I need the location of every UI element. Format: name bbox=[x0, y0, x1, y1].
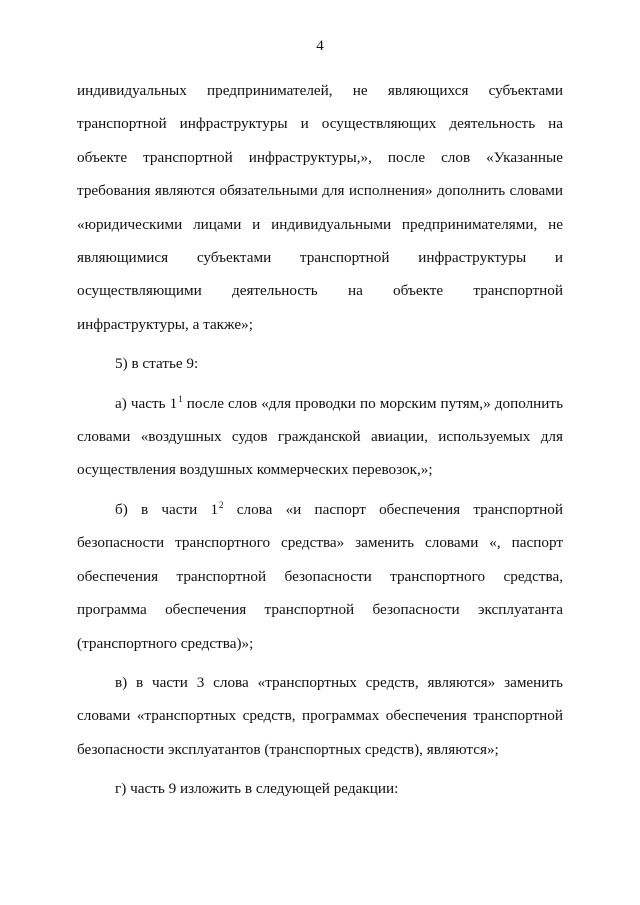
item-a-text: после слов «для проводки по морским путям,» дополнить словами «воздушных судов гражданской авиации, используемых для осуществления воздушных коммерческих перевозок,»; bbox=[77, 394, 564, 479]
item-b-superscript: 2 bbox=[219, 499, 224, 510]
paragraph-article-9: 5) в статье 9: bbox=[115, 355, 199, 373]
document-body bbox=[77, 74, 563, 806]
item-b-lead: б) в части 1 bbox=[115, 500, 219, 518]
paragraph-continuation: индивидуальных предпринимателей, не являющихся субъектами транспортной инфраструктуры и осуществляющих деятельность на объекте транспортной инфраструктуры,», после слов «Указанные требования являются обязательными для исполнения» дополнить словами «юридическими лицами и индивидуальными предпринимателями, не являющимися субъектами транспортной инфраструктуры и осуществляющими деятельность на объекте транспортной инфраструктуры, а также»; bbox=[77, 82, 563, 333]
paragraph-item-v: в) в части 3 слова «транспортных средств, являются» заменить словами «транспортных средств, программах обеспечения транспортной безопасности эксплуатантов (транспортных средств), являются»; bbox=[77, 673, 563, 758]
item-a-superscript: 1 bbox=[178, 393, 183, 404]
paragraph-item-g: г) часть 9 изложить в следующей редакции: bbox=[115, 780, 399, 798]
paragraph-item-a bbox=[77, 387, 563, 487]
item-a-lead: а) часть 1 bbox=[115, 394, 178, 412]
page-number: 4 bbox=[316, 38, 324, 54]
item-b-text: слова «и паспорт обеспечения транспортной безопасности транспортного средства» заменить словами «, паспорт обеспечения транспортной безопасности транспортного средства, программа обеспечения транспортной безопасности эксплуатанта (транспортного средства)»; bbox=[77, 500, 563, 652]
paragraph-item-b bbox=[77, 493, 563, 660]
